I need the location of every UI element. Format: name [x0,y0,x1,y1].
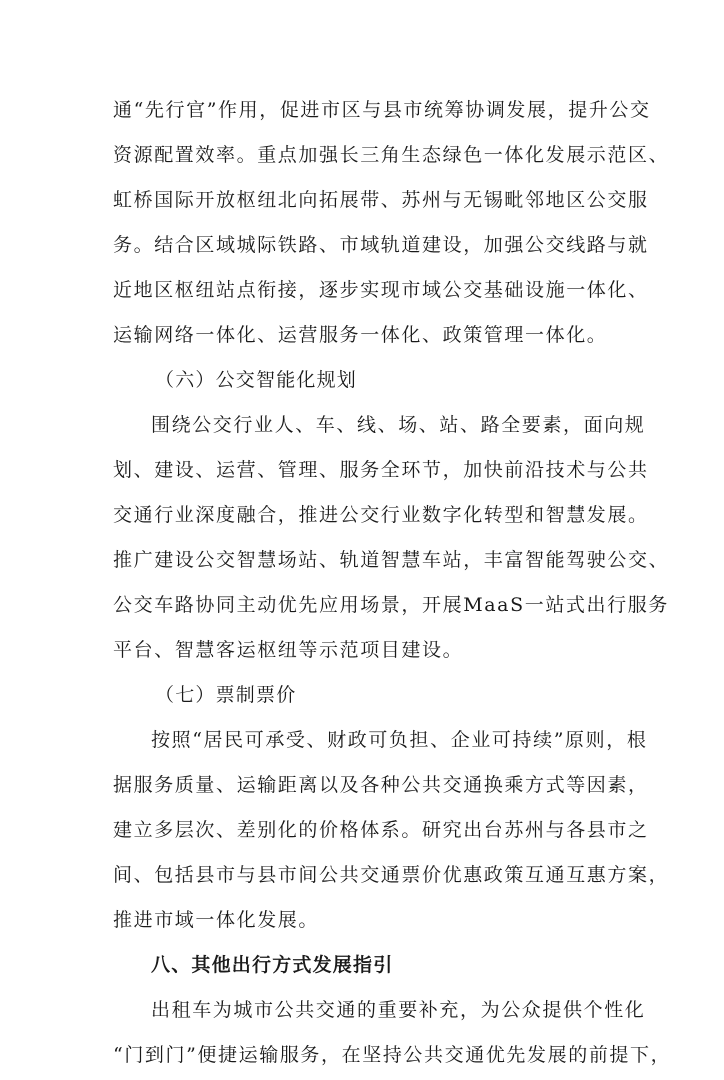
paragraph-line: 出租车为城市公共交通的重要补充，为公众提供个性化 [151,999,646,1021]
paragraph-line: 资源配置效率。重点加强长三角生态绿色一体化发展示范区、 [113,144,670,166]
paragraph-line: 交通行业深度融合，推进公交行业数字化转型和智慧发展。 [113,504,649,526]
paragraph-line: 间、包括县市与县市间公共交通票价优惠政策互通互惠方案， [113,864,670,886]
paragraph-line: 推广建设公交智慧场站、轨道智慧车站，丰富智能驾驶公交、 [113,549,670,571]
document-body [113,90,672,1080]
paragraph-line: 按照“居民可承受、财政可负担、企业可持续”原则，根 [151,729,648,751]
paragraph-line: “门到门”便捷运输服务，在坚持公共交通优先发展的前提下， [113,1044,672,1066]
section-subheading: （六）公交智能化规划 [155,369,358,391]
paragraph-line: 据服务质量、运输距离以及各种公共交通换乘方式等因素， [113,774,649,796]
paragraph-line: 通“先行官”作用，促进市区与县市统筹协调发展，提升公交 [113,99,651,121]
paragraph-line: 围绕公交行业人、车、线、场、站、路全要素，面向规 [151,414,646,436]
paragraph-line: 建立多层次、差别化的价格体系。研究出台苏州与各县市之 [113,819,649,841]
paragraph-line: 推进市域一体化发展。 [113,909,320,931]
paragraph-line: 划、建设、运营、管理、服务全环节，加快前沿技术与公共 [113,459,649,481]
paragraph-line: 近地区枢纽站点衔接，逐步实现市域公交基础设施一体化、 [113,279,649,301]
paragraph-line: 务。结合区域城际铁路、市域轨道建设，加强公交线路与就 [113,234,649,256]
paragraph-line: 平台、智慧客运枢纽等示范项目建设。 [113,639,464,661]
paragraph-line: 运输网络一体化、运营服务一体化、政策管理一体化。 [113,324,608,346]
section-subheading: （七）票制票价 [155,684,297,706]
paragraph-line: 公交车路协同主动优先应用场景，开展MaaS一站式出行服务 [113,594,669,616]
section-heading: 八、其他出行方式发展指引 [151,954,394,976]
paragraph-line: 虹桥国际开放枢纽北向拓展带、苏州与无锡毗邻地区公交服 [113,189,649,211]
